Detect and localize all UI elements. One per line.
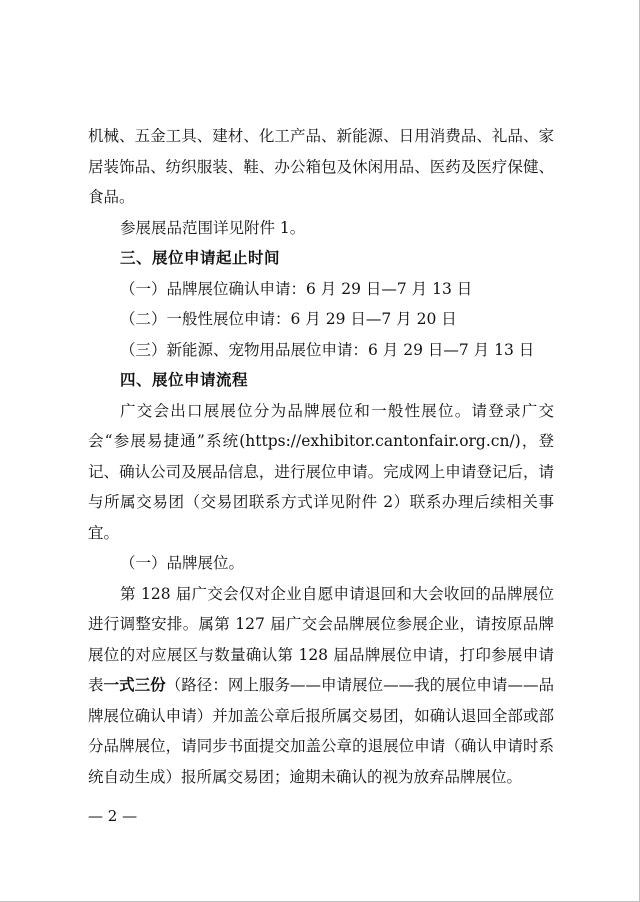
brand-booth-text-part1: 第 128 届广交会仅对企业自愿申请退回和大会收回的品牌展位进行调整安排。属第 127 届广交会品牌展位参展企业，请按原品牌展位的对应展区与数量确认第 128 届品牌展位申请，打印参展申请表 <box>88 584 554 694</box>
paragraph-brand-booth-details <box>88 579 554 793</box>
list-item-general-booth-period: （二）一般性展位申请：6 月 29 日—7 月 20 日 <box>120 310 457 328</box>
page-number: — 2 — <box>88 807 138 825</box>
list-item-new-energy-booth-period: （三）新能源、宠物用品展位申请：6 月 29 日—7 月 13 日 <box>120 340 535 359</box>
copies-emphasis: 一式三份 <box>103 675 166 694</box>
list-item-brand-booth-period: （一）品牌展位确认申请：6 月 29 日—7 月 13 日 <box>120 279 473 298</box>
heading-application-period: 三、展位申请起止时间 <box>120 249 281 267</box>
brand-booth-text-part2: （路径：网上服务——申请展位——我的展位申请——品牌展位确认申请）并加盖公章后报所属交易团，如确认退回全部或部分品牌展位，请同步书面提交加盖公章的退展位申请（确认申请时系统自动生成）报所属交易团；逾期未确认的视为放弃品牌展位。 <box>88 676 554 786</box>
paragraph-exhibit-categories: 机械、五金工具、建材、化工产品、新能源、日用消费品、礼品、家居装饰品、纺织服装、鞋、办公箱包及休闲用品、医药及医疗保健、食品。 <box>88 127 554 206</box>
paragraph-booth-types: 广交会出口展展位分为品牌展位和一般性展位。请登录广交会“参展易捷通”系统(https://exhibitor.cantonfair.org.cn/)，登记、确认公司及展品信息，进行展位申请。完成网上申请登记后，请与所属交易团（交易团联系方式详见附件 2）联系办理后续相关事宜。 <box>88 401 554 542</box>
subheading-brand-booth: （一）品牌展位。 <box>120 554 245 572</box>
document-body <box>88 121 554 792</box>
paragraph-exhibit-scope: 参展展品范围详见附件 1。 <box>120 218 306 237</box>
heading-application-process: 四、展位申请流程 <box>120 371 249 389</box>
